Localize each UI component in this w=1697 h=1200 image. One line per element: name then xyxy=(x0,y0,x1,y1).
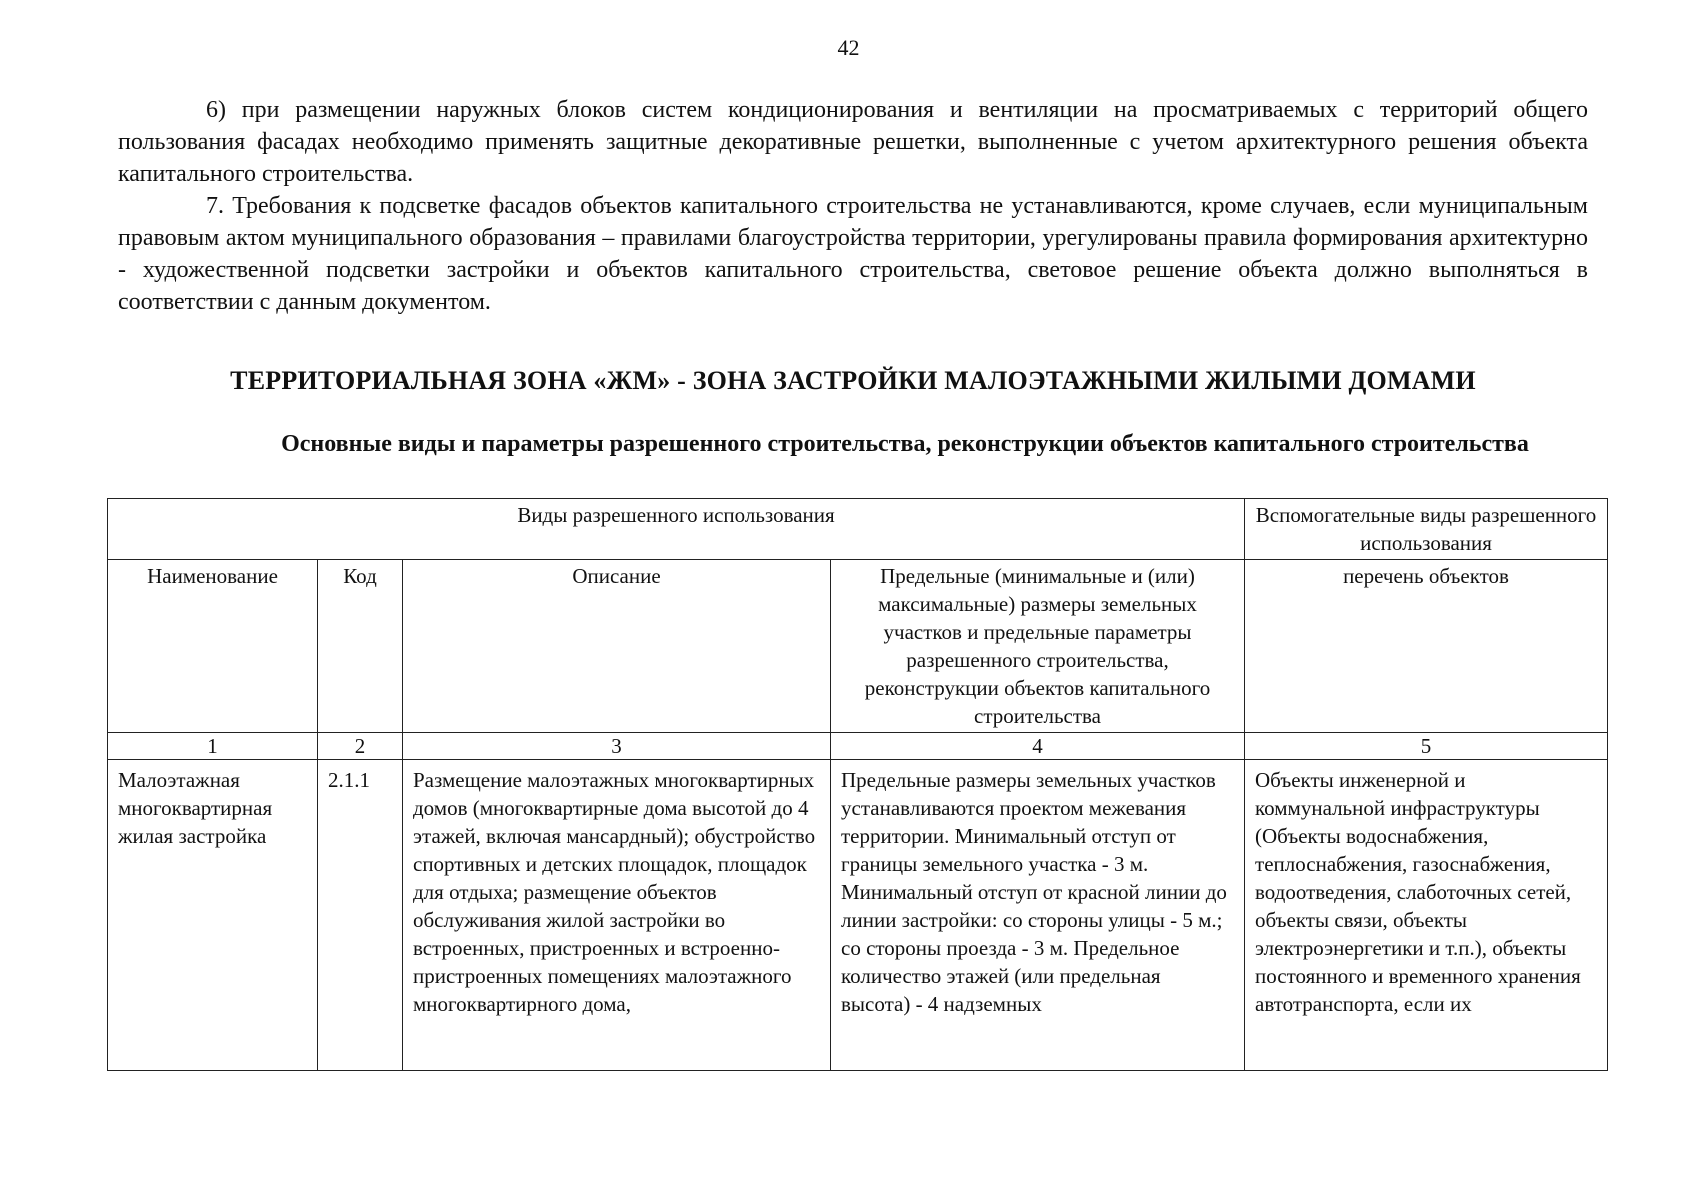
cell-name xyxy=(108,760,318,1071)
column-number: 4 xyxy=(831,733,1245,760)
cell-auxiliary-text: Объекты инженерной и коммунальной инфраструктуры (Объекты водоснабжения, теплоснабжения, газоснабжения, водоотведения, слаботочных сетей, объекты связи, объекты электроэнергетики и т.п.), объекты постоянного и временного хранения автотранспорта, если их xyxy=(1255,768,1581,1016)
column-number: 5 xyxy=(1245,733,1608,760)
group-header-aux: Вспомогательные виды разрешенного использования xyxy=(1245,499,1608,560)
column-number: 3 xyxy=(403,733,831,760)
table-column-header-row xyxy=(108,560,1608,733)
intro-text xyxy=(118,94,1588,318)
cell-parameters-text: Предельные размеры земельных участков устанавливаются проектом межевания территории. Минимальный отступ от границы земельного участка - 3 м. Минимальный отступ от красной линии до линии застройки: со стороны улицы - 5 м.; со стороны проезда - 3 м. Предельное количество этажей (или предельная высота) - 4 надземных xyxy=(841,768,1227,1016)
paragraph-7: 7. Требования к подсветке фасадов объектов капитального строительства не устанавливаются, кроме случаев, если муниципальным правовым актом муниципального образования – правилами благоустройства территории, урегулированы правила формирования архитектурно - художественной подсветки застройки и объектов капитального строительства, световое решение объекта должно выполняться в соответствии с данным документом. xyxy=(118,193,1588,315)
column-header-name: Наименование xyxy=(108,560,318,733)
permitted-use-table xyxy=(107,498,1608,1071)
column-header-code: Код xyxy=(318,560,403,733)
column-header-objects: перечень объектов xyxy=(1245,560,1608,733)
table-column-number-row xyxy=(108,733,1608,760)
cell-parameters xyxy=(831,760,1245,1071)
table-row xyxy=(108,760,1608,1071)
cell-code xyxy=(318,760,403,1071)
column-header-parameters: Предельные (минимальные и (или) максимальные) размеры земельных участков и предельные параметры разрешенного строительства, реконструкции объектов капитального строительства xyxy=(831,560,1245,733)
paragraph-6: 6) при размещении наружных блоков систем кондиционирования и вентиляции на просматриваемых с территорий общего пользования фасадах необходимо применять защитные декоративные решетки, выполненные с учетом архитектурного решения объекта капитального строительства. xyxy=(118,97,1588,187)
column-header-description: Описание xyxy=(403,560,831,733)
column-number: 1 xyxy=(108,733,318,760)
table-group-header-row xyxy=(108,499,1608,560)
cell-description-text: Размещение малоэтажных многоквартирных домов (многоквартирные дома высотой до 4 этажей, включая мансардный); обустройство спортивных и детских площадок, площадок для отдыха; размещение объектов обслуживания жилой застройки во встроенных, пристроенных и встроенно-пристроенных помещениях малоэтажного многоквартирного дома, xyxy=(413,768,816,1016)
page-number: 42 xyxy=(837,35,860,60)
column-number: 2 xyxy=(318,733,403,760)
cell-name-text: Малоэтажная многоквартирная жилая застройка xyxy=(118,768,273,848)
section-title: Основные виды и параметры разрешенного строительства, реконструкции объектов капитального строительства xyxy=(281,431,1529,457)
cell-auxiliary xyxy=(1245,760,1608,1071)
cell-description xyxy=(403,760,831,1071)
zone-title: ТЕРРИТОРИАЛЬНАЯ ЗОНА «ЖМ» - ЗОНА ЗАСТРОЙКИ МАЛОЭТАЖНЫМИ ЖИЛЫМИ ДОМАМИ xyxy=(230,366,1476,395)
cell-code-text: 2.1.1 xyxy=(328,768,370,792)
group-header-main: Виды разрешенного использования xyxy=(108,499,1245,560)
